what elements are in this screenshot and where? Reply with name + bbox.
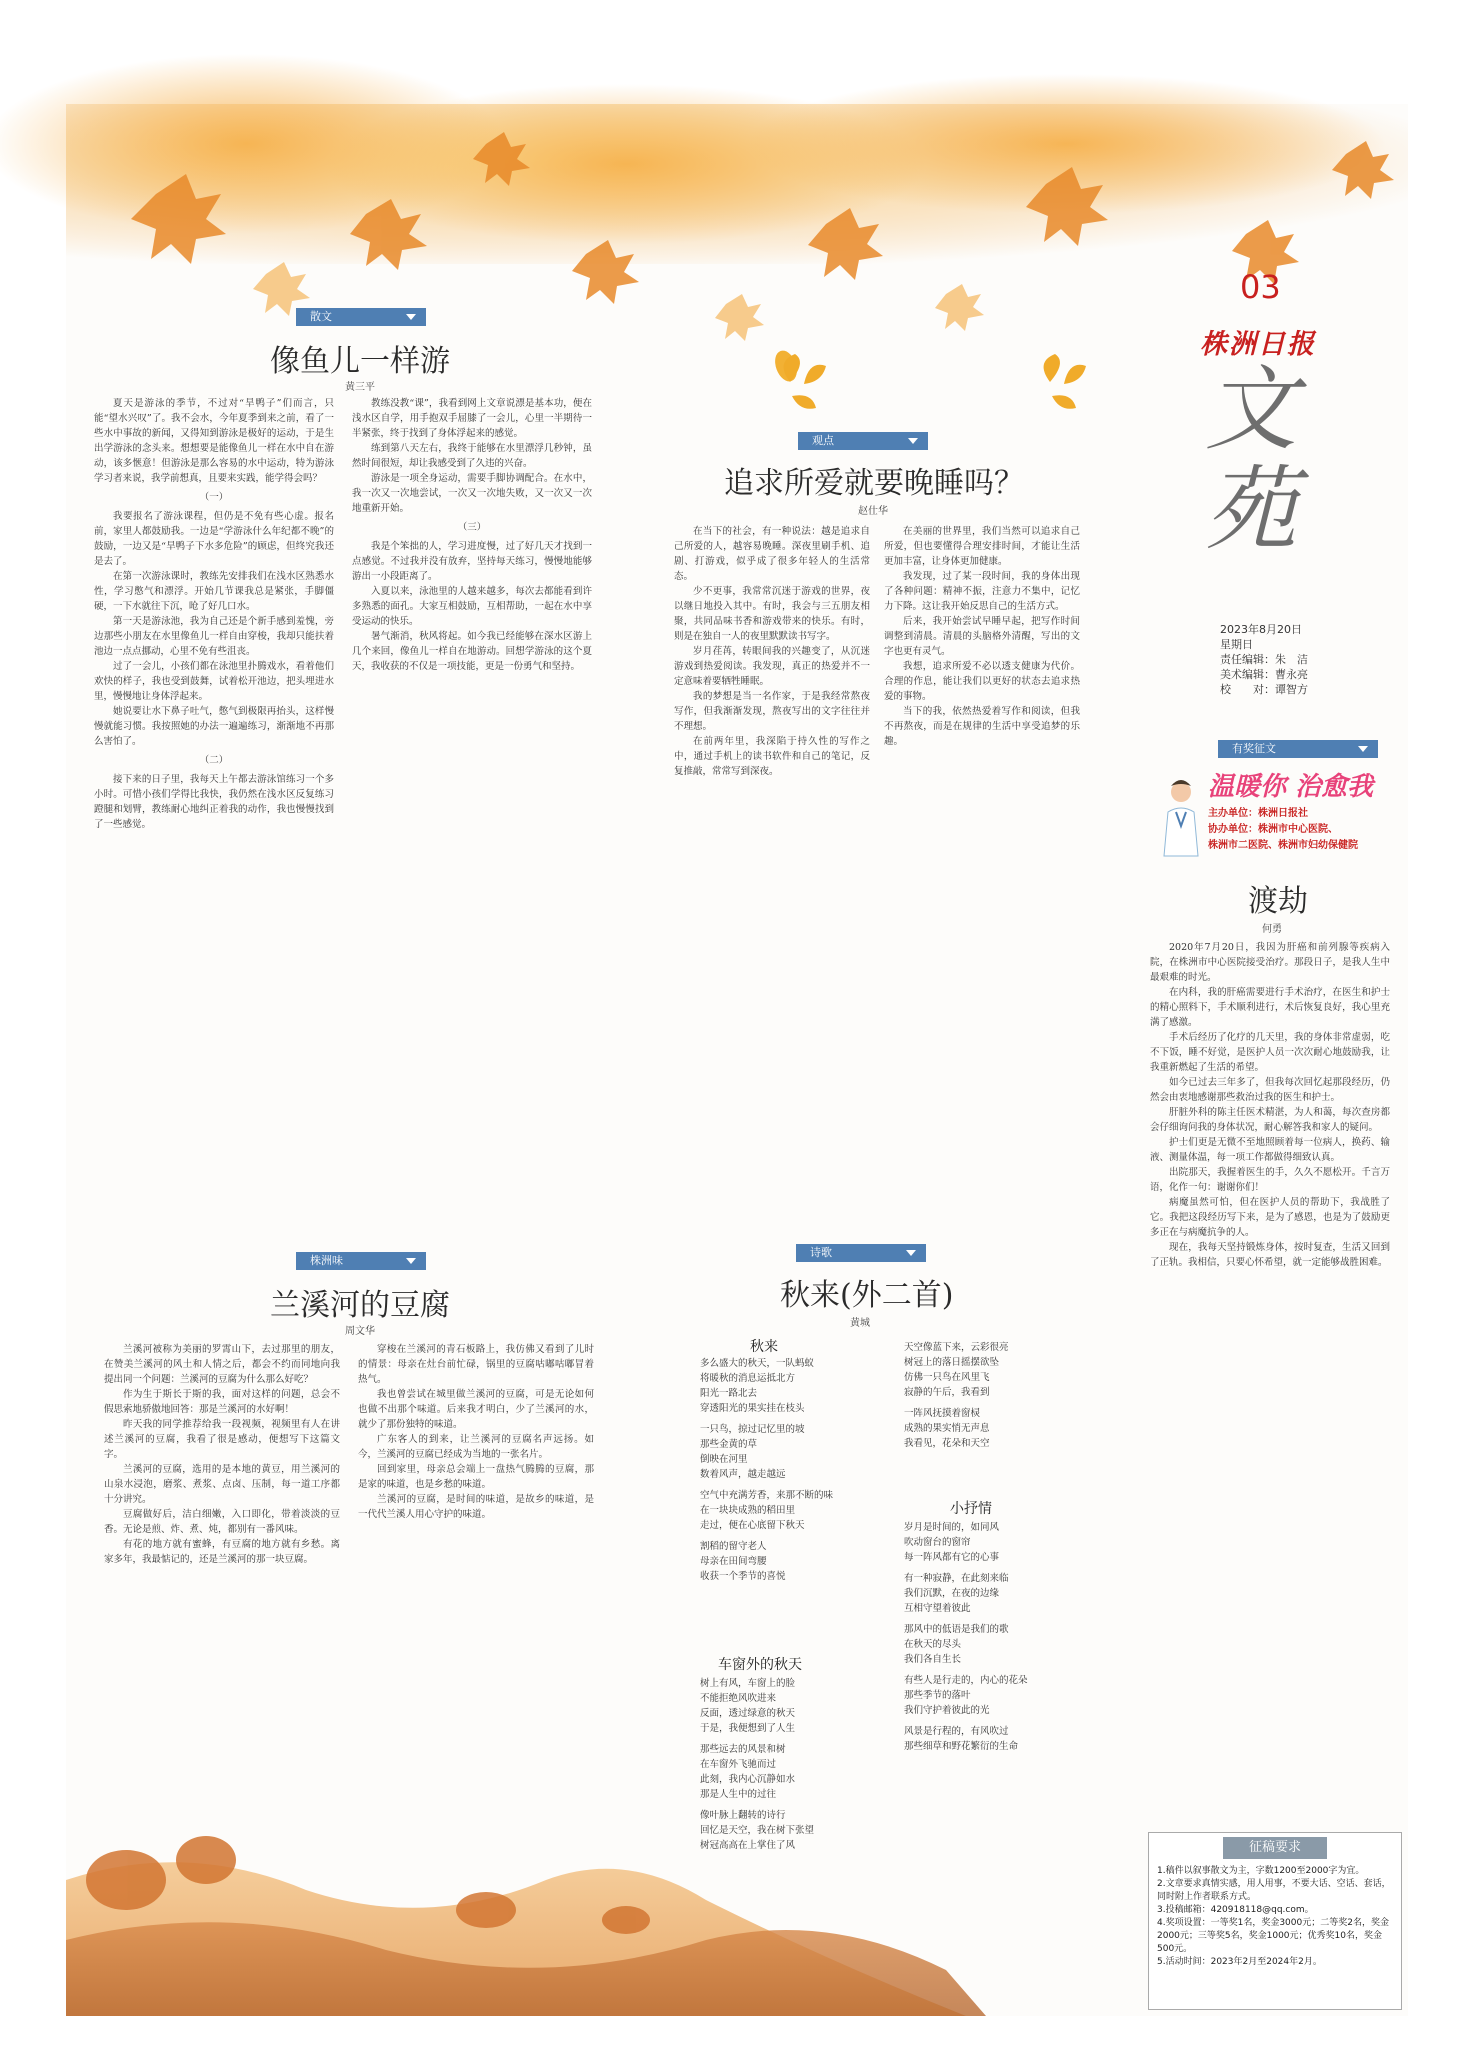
section-tag-label: 诗歌 — [810, 1246, 832, 1259]
paragraph: 过了一会儿，小孩们都在泳池里扑腾戏水，看着他们欢快的样子，我也受到鼓舞，试着松开池边，把头埋进水里，慢慢地让身体浮起来。 — [94, 661, 334, 702]
paragraph: 教练没教“课”，我看到网上文章说漂是基本功，便在浅水区自学，用手抱双手屈膝了一会儿，心里一半期待一半紧张，终于找到了身体浮起来的感觉。 — [352, 398, 592, 439]
paragraph: 后来，我开始尝试早睡早起，把写作时间调整到清晨。清晨的头脑格外清醒，写出的文字也更有灵气。 — [884, 616, 1080, 657]
paragraph: 我要报名了游泳课程，但仍是不免有些心虚。报名前，家里人都鼓励我。一边是“学游泳什么年纪都不晚”的鼓励，一边又是“旱鸭子下水多危险”的顾虑，但终究我还是去了。 — [94, 511, 334, 567]
paragraph: （一） — [199, 492, 229, 503]
section-tag-essay — [296, 308, 426, 326]
stanza: 有一种寂静，在此刻来临 我们沉默，在夜的边缘 互相守望着彼此 — [904, 1573, 1009, 1614]
section-tag-opinion — [798, 432, 928, 450]
paragraph: （三） — [457, 522, 487, 533]
contest-co-organizer-1: 协办单位：株洲市中心医院、 — [1208, 824, 1338, 835]
chevron-down-icon — [406, 1258, 416, 1264]
poem-body-autumn — [700, 1356, 890, 1646]
poem-title-lyric: 小抒情 — [950, 1501, 992, 1517]
contest-organizer: 主办单位：株洲日报社 — [1208, 808, 1308, 819]
stanza: 风景是行程的，有风吹过 那些细草和野花繁衍的生命 — [904, 1726, 1019, 1752]
section-name — [1205, 356, 1298, 563]
paragraph: 当下的我，依然热爱着写作和阅读，但我不再熬夜，而是在规律的生活中享受追梦的乐趣。 — [884, 706, 1080, 747]
paragraph: 像叶脉上翻转的诗行 回忆是天空，我在树下张望 树冠高高在上掌住了风 — [700, 1810, 815, 1851]
submission-notice — [1148, 1832, 1402, 2010]
proofreader-credit: 校 对：谭智方 — [1220, 683, 1308, 696]
paragraph: 我想，追求所爱不必以透支健康为代价。合理的作息，能让我们以更好的状态去追求热爱的事物。 — [884, 661, 1080, 702]
paragraph: 病魔虽然可怕，但在医护人员的帮助下，我战胜了它。我把这段经历写下来，是为了感恩，也是为了鼓励更多正在与病魔抗争的人。 — [1150, 1197, 1390, 1238]
section-tag-contest — [1218, 740, 1378, 758]
autumn-leaves-header-art — [66, 104, 1408, 354]
paragraph: 兰溪河的豆腐，是时间的味道，是故乡的味道，是一代代兰溪人用心守护的味道。 — [358, 1494, 594, 1520]
stanza: 那风中的低语是我们的歌 在秋天的尽头 我们各自生长 — [904, 1624, 1009, 1665]
article-title-ferry: 渡劫 — [1248, 884, 1308, 919]
paragraph: 在当下的社会，有一种说法：越是追求自己所爱的人，越容易晚睡。深夜里刷手机、追剧、打游戏，似乎成了很多年轻人的生活常态。 — [674, 526, 870, 582]
article-body-ferry — [1150, 940, 1390, 1820]
notice-item: 4.奖项设置：一等奖1名，奖金3000元；二等奖2名，奖金2000元；三等奖5名，奖金1000元；优秀奖10名，奖金500元。 — [1157, 1918, 1389, 1954]
chevron-down-icon — [908, 438, 918, 444]
notice-item: 3.投稿邮箱：420918118@qq.com。 — [1157, 1905, 1314, 1915]
issue-weekday: 星期日 — [1220, 638, 1253, 651]
page-number: 03 — [1240, 268, 1281, 306]
section-tag-local-flavor — [296, 1252, 426, 1270]
issue-meta — [1220, 622, 1308, 697]
article-title-tofu: 兰溪河的豆腐 — [270, 1288, 450, 1323]
stanza: 天空像蓝下来，云彩很亮 树冠上的落日摇摆欲坠 仿佛一只鸟在风里飞 寂静的午后，我看到 — [904, 1342, 1009, 1398]
paragraph: 我是个笨拙的人，学习进度慢，过了好几天才找到一点感觉。不过我并没有放弃，坚持每天练习，慢慢地能够游出一小段距离了。 — [352, 541, 592, 582]
stanza: 岁月是时间的，如同风 吹动窗台的窗帘 每一阵风都有它的心事 — [904, 1522, 1000, 1563]
paragraph: 豆腐做好后，洁白细嫩，入口即化，带着淡淡的豆香。无论是煎、炸、煮、炖，都别有一番风味。 — [104, 1509, 340, 1535]
paragraph: 暑气渐消，秋风将起。如今我已经能够在深水区游上几个来回，像鱼儿一样自在地游动。回想学游泳的这个夏天，我收获的不仅是一项技能，更是一份勇气和坚持。 — [352, 631, 592, 672]
stanza: 一阵风抚摸着窗棂 成熟的果实悄无声息 我看见，花朵和天空 — [904, 1408, 990, 1449]
paragraph: 一只鸟，掠过记忆里的坡 那些金黄的草 倒映在河里 数着风声，越走越远 — [700, 1424, 805, 1480]
notice-item: 5.活动时间：2023年2月至2024年2月。 — [1157, 1957, 1322, 1967]
paragraph: 我的梦想是当一名作家，于是我经常熬夜写作，但我渐渐发现，熬夜写出的文字往往并不理想。 — [674, 691, 870, 732]
section-tag-label: 株洲味 — [310, 1254, 343, 1267]
chevron-down-icon — [906, 1250, 916, 1256]
paragraph: 空气中充满芳香，来那不断的味 在一块块成熟的稻田里 走过，便在心底留下秋天 — [700, 1490, 834, 1531]
paragraph: 在前两年里，我深陷于持久性的写作之中，通过手机上的读书软件和自己的笔记，反复推敲，常常写到深夜。 — [674, 736, 870, 777]
poem-body-train — [700, 1676, 890, 1851]
section-tag-label: 有奖征文 — [1232, 742, 1276, 755]
contest-banner — [1150, 760, 1390, 870]
paragraph: 兰溪河的豆腐，选用的是本地的黄豆，用兰溪河的山泉水浸泡，磨浆、煮浆、点卤、压制，每一道工序都十分讲究。 — [104, 1464, 340, 1505]
article-author-poems: 黄城 — [850, 1318, 870, 1329]
contest-banner-title: 温暖你 治愈我 — [1208, 772, 1374, 802]
paragraph: 我也曾尝试在城里做兰溪河的豆腐，可是无论如何也做不出那个味道。后来我才明白，少了兰溪河的水，就少了那份独特的味道。 — [358, 1389, 594, 1430]
article-body-tofu-col2 — [358, 1342, 594, 1852]
paragraph: 游泳是一项全身运动，需要手脚协调配合。在水中，我一次又一次地尝试，一次又一次地失败，又一次又一次地重新开始。 — [352, 473, 592, 514]
paragraph: 现在，我每天坚持锻炼身体，按时复查，生活又回到了正轨。我相信，只要心怀希望，就一定能够战胜困难。 — [1150, 1242, 1390, 1268]
article-body-swim-col1 — [94, 396, 334, 1304]
paragraph: 少不更事，我常常沉迷于游戏的世界，夜以继日地投入其中。有时，我会与三五朋友相聚，共同品味书香和游戏带来的快乐。有时，则是在独自一人的夜里默默读书写字。 — [674, 586, 870, 642]
paragraph: 在第一次游泳课时，教练先安排我们在浅水区熟悉水性，学习憋气和漂浮。开始几节课我总是紧张，手脚僵硬，一下水就往下沉，呛了好几口水。 — [94, 571, 334, 612]
paragraph: 回到家里，母亲总会端上一盘热气腾腾的豆腐，那是家的味道，也是乡愁的味道。 — [358, 1464, 594, 1490]
article-body-tofu-col1 — [104, 1342, 340, 1852]
article-body-swim-col2 — [352, 396, 592, 1304]
article-author-swim: 黄三平 — [345, 382, 375, 393]
notice-item: 1.稿件以叙事散文为主，字数1200至2000字为宜。 — [1157, 1866, 1365, 1876]
paper-name: 株洲日报 — [1200, 329, 1316, 360]
section-tag-poetry — [796, 1244, 926, 1262]
article-author-tofu: 周文华 — [345, 1326, 375, 1337]
contest-co-organizer-2: 株洲市二医院、株洲市妇幼保健院 — [1208, 840, 1358, 851]
article-body-sleep-col2 — [884, 524, 1080, 1214]
paragraph: 作为生于斯长于斯的我，面对这样的问题，总会不假思索地骄傲地回答：那是兰溪河的水好啊！ — [104, 1389, 340, 1415]
paragraph: 在内科，我的肝癌需要进行手术治疗，在医生和护士的精心照料下，手术顺利进行，术后恢复良好，我心里充满了感激。 — [1150, 987, 1390, 1028]
ginkgo-leaf-icon — [770, 352, 840, 412]
poem-body-lyric-intro — [904, 1340, 1094, 1490]
paragraph: 夏天是游泳的季节，不过对“旱鸭子”们而言，只能“望水兴叹”了。我不会水，今年夏季到来之前，看了一些水中事故的新闻，又得知到游泳是极好的运动，于是生出学游泳的念头来。想想要是能像鱼儿一样在水中自在游动，该多惬意！但游泳是那么容易的水中运动，特为游泳学习者来说，我学前想真，且要来实践，能学得会吗？ — [94, 398, 334, 484]
art-editor-credit: 美术编辑：曹永亮 — [1220, 668, 1308, 681]
ginkgo-leaf-icon — [1030, 352, 1100, 412]
section-tag-label: 散文 — [310, 310, 332, 323]
paragraph: 入夏以来，泳池里的人越来越多，每次去都能看到许多熟悉的面孔。大家互相鼓励，互相帮助，一起在水中享受运动的快乐。 — [352, 586, 592, 627]
poem-body-lyric — [904, 1520, 1094, 1830]
paragraph: 如今已过去三年多了，但我每次回忆起那段经历，仍然会由衷地感谢那些救治过我的医生和护士。 — [1150, 1077, 1390, 1103]
paragraph: 那些远去的风景和树 在车窗外飞驰而过 此刻，我内心沉静如水 那是人生中的过往 — [700, 1744, 796, 1800]
paragraph: 护士们更是无微不至地照顾着每一位病人，换药、输液、测量体温，每一项工作都做得细致认真。 — [1150, 1137, 1390, 1163]
paragraph: 我发现，过了某一段时间，我的身体出现了各种问题：精神不振，注意力不集中，记忆力下降。这让我开始反思自己的生活方式。 — [884, 571, 1080, 612]
section-name-text: 文苑 — [1205, 356, 1298, 563]
paragraph: 广东客人的到来，让兰溪河的豆腐名声远扬。如今，兰溪河的豆腐已经成为当地的一张名片。 — [358, 1434, 594, 1460]
paragraph: 第一天是游泳池，我为自己还是个新手感到羞愧，旁边那些小朋友在水里像鱼儿一样自由穿梭，我却只能扶着池边一点点挪动，心里不免有些沮丧。 — [94, 616, 334, 657]
paragraph: 兰溪河被称为美丽的罗霄山下，去过那里的朋友，在赞美兰溪河的风土和人情之后，都会不约而同地向我提出同一个问题：兰溪河的豆腐为什么那么好吃？ — [104, 1344, 340, 1385]
notice-item: 2.文章要求真情实感，用人用事，不要大话、空话、套话，同时附上作者联系方式。 — [1157, 1879, 1391, 1902]
paragraph: 多么盛大的秋天，一队蚂蚁 将暖秋的消息运抵北方 阳光一路北去 穿透阳光的果实挂在枝头 — [700, 1358, 815, 1414]
paragraph: （二） — [199, 755, 229, 766]
paragraph: 有花的地方就有蜜蜂，有豆腐的地方就有乡愁。离家多年，我最惦记的，还是兰溪河的那一块豆腐。 — [104, 1539, 340, 1565]
paragraph: 割稻的留守老人 母亲在田间弯腰 收获一个季节的喜悦 — [700, 1541, 786, 1582]
chevron-down-icon — [1358, 746, 1368, 752]
stanza: 有些人是行走的，内心的花朵 那些季节的落叶 我们守护着彼此的光 — [904, 1675, 1028, 1716]
editor-credit: 责任编辑：朱 洁 — [1220, 653, 1308, 666]
paragraph: 昨天我的同学推荐给我一段视频，视频里有人在讲述兰溪河的豆腐，我看了很是感动，便想写下这篇文字。 — [104, 1419, 340, 1460]
article-title-sleep: 追求所爱就要晚睡吗？ — [724, 466, 1024, 501]
submission-notice-body — [1157, 1865, 1393, 1969]
issue-date: 2023年8月20日 — [1220, 623, 1302, 636]
submission-notice-title: 征稿要求 — [1223, 1837, 1327, 1859]
chevron-down-icon — [406, 314, 416, 320]
paragraph: 出院那天，我握着医生的手，久久不愿松开。千言万语，化作一句：谢谢你们！ — [1150, 1167, 1390, 1193]
poem-title-train: 车窗外的秋天 — [718, 1657, 802, 1673]
section-tag-label: 观点 — [812, 434, 834, 447]
paragraph: 岁月荏苒，转眼间我的兴趣变了，从沉迷游戏到热爱阅读。我发现，真正的热爱并不一定意味着要牺牲睡眠。 — [674, 646, 870, 687]
paragraph: 树上有风，车窗上的脸 不能拒绝风吹进来 反面，透过绿意的秋天 于是，我便想到了人生 — [700, 1678, 796, 1734]
poem-title-autumn: 秋来 — [750, 1339, 778, 1355]
article-author-sleep: 赵仕华 — [858, 506, 888, 517]
paragraph: 练到第八天左右，我终于能够在水里漂浮几秒钟，虽然时间很短，却让我感受到了久违的兴奋。 — [352, 443, 592, 469]
paragraph: 穿梭在兰溪河的青石板路上，我仿佛又看到了儿时的情景：母亲在灶台前忙碌，锅里的豆腐咕嘟咕嘟冒着热气。 — [358, 1344, 594, 1385]
article-author-ferry: 何勇 — [1262, 924, 1282, 935]
paragraph: 2020年7月20日，我因为肝癌和前列腺等疾病入院，在株洲市中心医院接受治疗。那段日子，是我人生中最艰难的时光。 — [1150, 942, 1390, 983]
paragraph: 她说要让水下鼻子吐气，憋气到极限再抬头，这样慢慢就能习惯。我按照她的办法一遍遍练习，渐渐地不再那么害怕了。 — [94, 706, 334, 747]
doctor-illustration-icon — [1156, 776, 1206, 856]
paragraph: 接下来的日子里，我每天上午都去游泳馆练习一个多小时。可惜小孩们学得比我快，我仍然在浅水区反复练习蹬腿和划臂，教练耐心地纠正着我的动作，我也慢慢找到了一些感觉。 — [94, 774, 334, 830]
article-body-sleep-col1 — [674, 524, 870, 1214]
paragraph: 肝脏外科的陈主任医术精湛，为人和蔼，每次查房都会仔细询问我的身体状况，耐心解答我和家人的疑问。 — [1150, 1107, 1390, 1133]
paragraph: 手术后经历了化疗的几天里，我的身体非常虚弱，吃不下饭，睡不好觉，是医护人员一次次耐心地鼓励我，让我重新燃起了生活的希望。 — [1150, 1032, 1390, 1073]
paragraph: 在美丽的世界里，我们当然可以追求自己所爱，但也要懂得合理安排时间，才能让生活更加丰富，让身体更加健康。 — [884, 526, 1080, 567]
article-title-swim: 像鱼儿一样游 — [270, 344, 450, 379]
article-title-poems: 秋来(外二首) — [780, 1278, 954, 1313]
